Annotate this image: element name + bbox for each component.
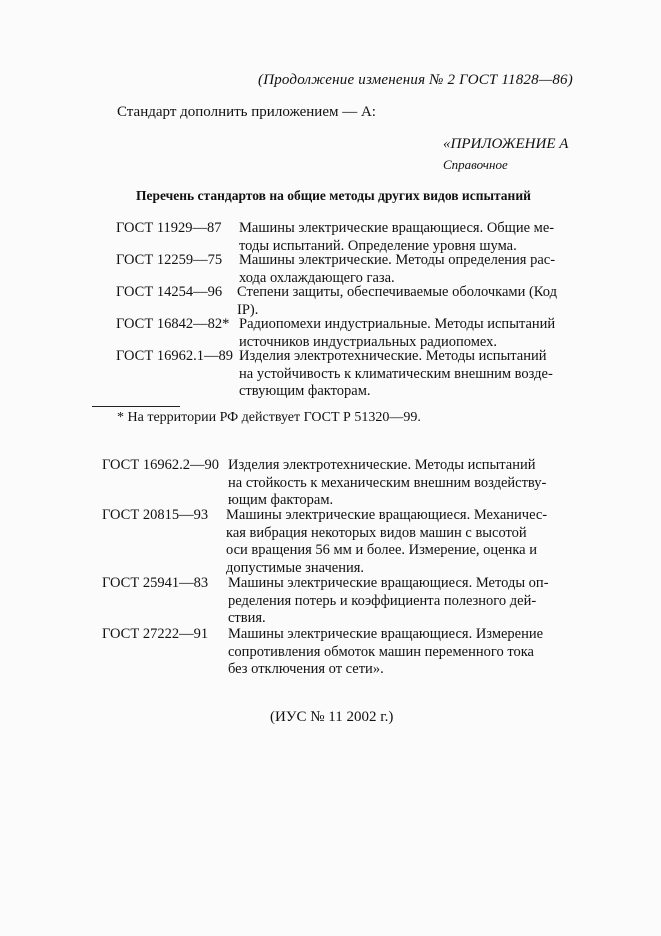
- description-line: Машины электрические вращающиеся. Измерение: [228, 626, 544, 642]
- description-line: Машины электрические. Методы определения рас-: [239, 252, 556, 268]
- standard-description: [239, 220, 571, 255]
- description-line: Машины электрические вращающиеся. Методы оп-: [228, 575, 549, 591]
- ius-reference: (ИУС № 11 2002 г.): [270, 709, 394, 725]
- page-header: (Продолжение изменения № 2 ГОСТ 11828—86): [258, 72, 573, 88]
- description-line: оси вращения 56 мм и более. Измерение, оценка и: [226, 542, 538, 558]
- standard-description: [239, 348, 571, 401]
- description-line: кая вибрация некоторых видов машин с высотой: [226, 524, 527, 541]
- standard-code: ГОСТ 12259—75: [116, 252, 223, 268]
- standard-description: [237, 284, 571, 319]
- description-line: Радиопомехи индустриальные. Методы испытаний: [239, 316, 556, 332]
- standard-description: [226, 507, 570, 577]
- description-line: источников индустриальных радиопомех.: [239, 333, 498, 350]
- description-line: ствующим факторам.: [239, 383, 371, 399]
- description-line: на стойкость к механическим внешним воздейству-: [228, 474, 547, 491]
- standard-description: [228, 626, 570, 679]
- standard-description: [228, 575, 570, 628]
- standard-code: ГОСТ 16842—82*: [116, 316, 230, 332]
- description-line: Машины электрические вращающиеся. Общие ме-: [239, 220, 555, 236]
- description-line: ределения потерь и коэффициента полезного дей-: [228, 592, 537, 609]
- description-line: Изделия электротехнические. Методы испытаний: [228, 457, 536, 473]
- description-line: допустимые значения.: [226, 559, 365, 576]
- appendix-title: «ПРИЛОЖЕНИЕ А: [443, 136, 569, 152]
- standard-description: [239, 252, 571, 287]
- standard-description: [239, 316, 571, 351]
- description-line: тоды испытаний. Определение уровня шума.: [239, 237, 517, 254]
- intro-text: Стандарт дополнить приложением — А:: [117, 104, 376, 120]
- description-line: хода охлаждающего газа.: [239, 269, 395, 286]
- description-line: на устойчивость к климатическим внешним возде-: [239, 365, 553, 382]
- footnote-divider: [92, 406, 180, 407]
- standard-description: [228, 457, 570, 510]
- description-line: ющим факторам.: [228, 492, 334, 508]
- description-line: Степени защиты, обеспечиваемые оболочками (Код: [237, 284, 557, 300]
- standard-code: ГОСТ 25941—83: [102, 575, 209, 591]
- description-line: без отключения от сети».: [228, 661, 384, 677]
- description-line: сопротивления обмоток машин переменного тока: [228, 643, 534, 660]
- standard-code: ГОСТ 27222—91: [102, 626, 209, 642]
- standard-code: ГОСТ 16962.2—90: [102, 457, 219, 473]
- footnote: * На территории РФ действует ГОСТ Р 51320—99.: [117, 410, 421, 425]
- description-line: Изделия электротехнические. Методы испытаний: [239, 348, 547, 364]
- standard-code: ГОСТ 11929—87: [116, 220, 222, 236]
- standard-code: ГОСТ 16962.1—89: [116, 348, 233, 364]
- standard-code: ГОСТ 20815—93: [102, 507, 209, 523]
- list-title: Перечень стандартов на общие методы других видов испытаний: [136, 188, 531, 203]
- appendix-subtitle: Справочное: [443, 157, 508, 172]
- standard-code: ГОСТ 14254—96: [116, 284, 223, 300]
- description-line: Машины электрические вращающиеся. Механичес-: [226, 507, 548, 523]
- description-line: ствия.: [228, 610, 266, 626]
- description-line: IP).: [237, 301, 259, 318]
